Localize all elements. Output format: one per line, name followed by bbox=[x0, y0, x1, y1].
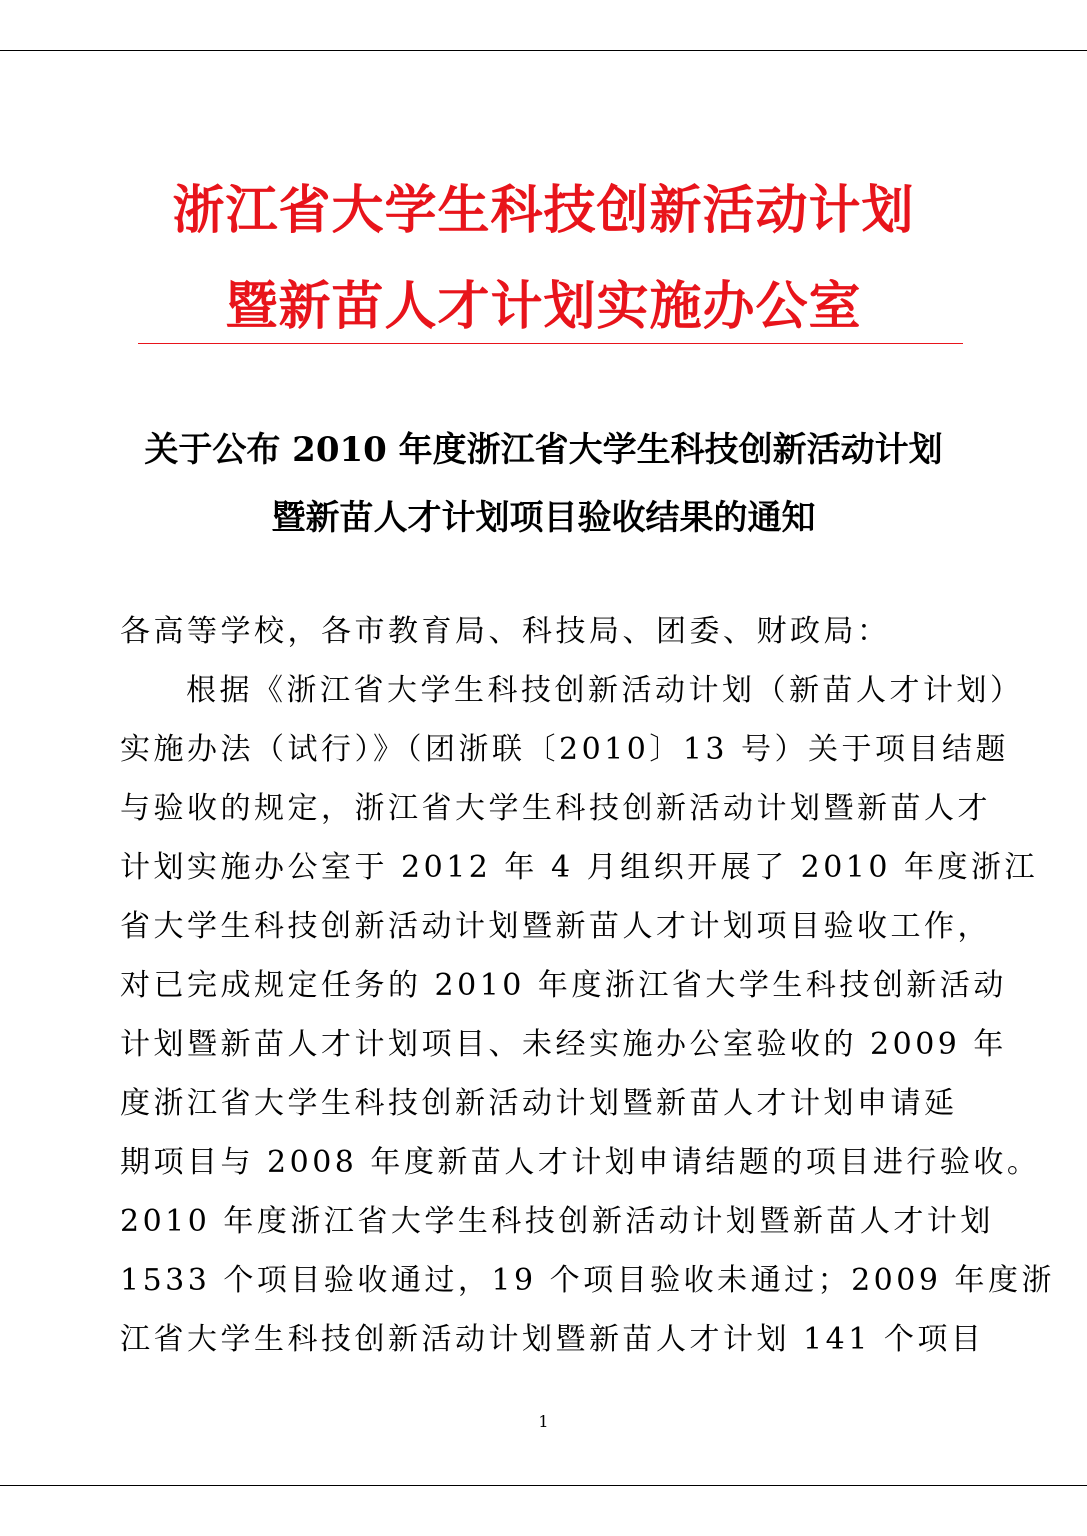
body-line: 与验收的规定，浙江省大学生科技创新活动计划暨新苗人才 bbox=[120, 791, 991, 826]
body-line: 实施办法（试行）》（团浙联〔2010〕13 号）关于项目结题 bbox=[120, 732, 1010, 767]
notice-title-line-1: 关于公布 2010 年度浙江省大学生科技创新活动计划 bbox=[144, 430, 943, 470]
body-line: 省大学生科技创新活动计划暨新苗人才计划项目验收工作， bbox=[120, 909, 991, 944]
top-rule bbox=[0, 50, 1087, 51]
header-divider bbox=[138, 343, 963, 344]
body-line: 计划暨新苗人才计划项目、未经实施办公室验收的 2009 年 bbox=[120, 1027, 1007, 1062]
body-line: 对已完成规定任务的 2010 年度浙江省大学生科技创新活动 bbox=[120, 968, 1007, 1003]
salutation: 各高等学校，各市教育局、科技局、团委、财政局： bbox=[120, 614, 891, 649]
bottom-rule bbox=[0, 1485, 1087, 1486]
body-line: 计划实施办公室于 2012 年 4 月组织开展了 2010 年度浙江 bbox=[120, 850, 1038, 885]
body-line: 1533 个项目验收通过，19 个项目验收未通过；2009 年度浙 bbox=[120, 1263, 1055, 1298]
body-line: 2010 年度浙江省大学生科技创新活动计划暨新苗人才计划 bbox=[120, 1204, 994, 1239]
body-line: 期项目与 2008 年度新苗人才计划申请结题的项目进行验收。 bbox=[120, 1145, 1041, 1180]
issuer-name-line-2: 暨新苗人才计划实施办公室 bbox=[225, 276, 862, 337]
body-line: 根据《浙江省大学生科技创新活动计划（新苗人才计划） bbox=[186, 673, 1024, 708]
notice-title-line-2: 暨新苗人才计划项目验收结果的通知 bbox=[271, 498, 816, 538]
page-number: 1 bbox=[538, 1412, 549, 1431]
body-line: 江省大学生科技创新活动计划暨新苗人才计划 141 个项目 bbox=[120, 1322, 985, 1357]
body-line: 度浙江省大学生科技创新活动计划暨新苗人才计划申请延 bbox=[120, 1086, 958, 1121]
issuer-name-line-1: 浙江省大学生科技创新活动计划 bbox=[172, 180, 915, 241]
